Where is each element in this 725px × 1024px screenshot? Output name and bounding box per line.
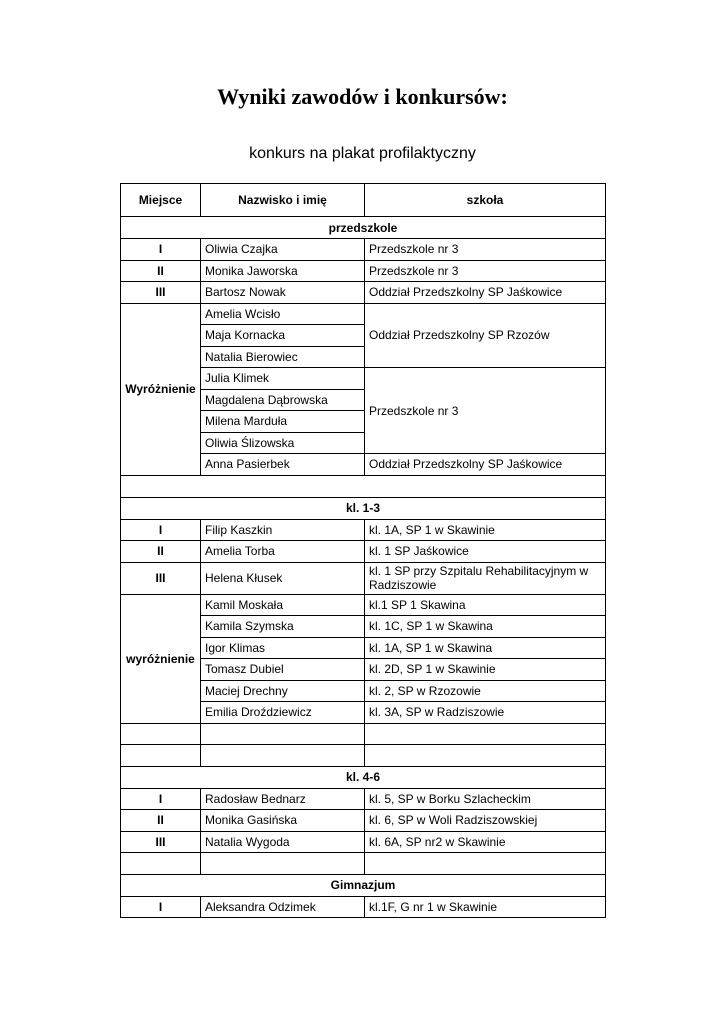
header-school: szkoła	[365, 184, 606, 217]
section-row	[121, 217, 606, 239]
name-cell: Milena Marduła	[201, 411, 365, 433]
school-cell: kl. 2, SP w Rzozowie	[365, 680, 606, 702]
table-row	[121, 541, 606, 563]
school-cell: kl. 2D, SP 1 w Skawinie	[365, 659, 606, 681]
blank-row	[121, 723, 606, 745]
school-cell: kl.1 SP 1 Skawina	[365, 594, 606, 616]
honor-place-cell: Wyróżnienie	[121, 303, 201, 475]
table-row	[121, 896, 606, 918]
blank-cell	[365, 723, 606, 745]
name-cell: Oliwia Czajka	[201, 239, 365, 261]
blank-cell	[121, 723, 201, 745]
table-row	[121, 260, 606, 282]
place-cell: III	[121, 282, 201, 304]
table-row	[121, 519, 606, 541]
school-cell: Oddział Przedszkolny SP Jaśkowice	[365, 282, 606, 304]
name-cell: Magdalena Dąbrowska	[201, 389, 365, 411]
name-cell: Maja Kornacka	[201, 325, 365, 347]
place-cell: I	[121, 788, 201, 810]
section-row	[121, 874, 606, 896]
school-cell: Przedszkole nr 3	[365, 368, 606, 454]
header-place: Miejsce	[121, 184, 201, 217]
section-row	[121, 497, 606, 519]
section-przedszkole: przedszkole	[121, 217, 606, 239]
name-cell: Oliwia Ślizowska	[201, 432, 365, 454]
school-cell: kl. 6, SP w Woli Radziszowskiej	[365, 810, 606, 832]
page-title: Wyniki zawodów i konkursów:	[217, 84, 508, 109]
honor-place-cell: wyróżnienie	[121, 594, 201, 723]
blank-cell	[121, 475, 606, 497]
place-cell: I	[121, 519, 201, 541]
blank-cell	[121, 853, 201, 875]
name-cell: Natalia Wygoda	[201, 831, 365, 853]
name-cell: Anna Pasierbek	[201, 454, 365, 476]
school-cell: Oddział Przedszkolny SP Jaśkowice	[365, 454, 606, 476]
table-row	[121, 810, 606, 832]
name-cell: Amelia Torba	[201, 541, 365, 563]
table-row	[121, 562, 606, 594]
blank-cell	[201, 723, 365, 745]
school-cell: Oddział Przedszkolny SP Rzozów	[365, 303, 606, 368]
name-cell: Bartosz Nowak	[201, 282, 365, 304]
table-row	[121, 282, 606, 304]
name-cell: Radosław Bednarz	[201, 788, 365, 810]
blank-cell	[365, 853, 606, 875]
school-cell: kl. 5, SP w Borku Szlacheckim	[365, 788, 606, 810]
school-cell: kl. 1A, SP 1 w Skawinie	[365, 519, 606, 541]
name-cell: Monika Jaworska	[201, 260, 365, 282]
name-cell: Kamila Szymska	[201, 616, 365, 638]
name-cell: Natalia Bierowiec	[201, 346, 365, 368]
name-cell: Aleksandra Odzimek	[201, 896, 365, 918]
name-cell: Kamil Moskała	[201, 594, 365, 616]
table-row	[121, 594, 606, 616]
table-row	[121, 831, 606, 853]
page-subtitle: konkurs na plakat profilaktyczny	[249, 145, 476, 162]
blank-cell	[201, 745, 365, 767]
section-gimnazjum: Gimnazjum	[121, 874, 606, 896]
blank-row	[121, 853, 606, 875]
place-cell: III	[121, 831, 201, 853]
school-cell: kl. 3A, SP w Radziszowie	[365, 702, 606, 724]
place-cell: I	[121, 896, 201, 918]
results-table	[120, 183, 606, 918]
name-cell: Maciej Drechny	[201, 680, 365, 702]
name-cell: Monika Gasińska	[201, 810, 365, 832]
school-cell: kl. 6A, SP nr2 w Skawinie	[365, 831, 606, 853]
place-cell: II	[121, 541, 201, 563]
table-row	[121, 239, 606, 261]
section-kl46: kl. 4-6	[121, 766, 606, 788]
name-cell: Julia Klimek	[201, 368, 365, 390]
place-cell: III	[121, 562, 201, 594]
blank-cell	[121, 745, 201, 767]
school-cell: kl. 1 SP przy Szpitalu Rehabilitacyjnym w Radziszowie	[365, 562, 606, 594]
name-cell: Tomasz Dubiel	[201, 659, 365, 681]
header-name: Nazwisko i imię	[201, 184, 365, 217]
name-cell: Igor Klimas	[201, 637, 365, 659]
section-row	[121, 766, 606, 788]
school-cell: Przedszkole nr 3	[365, 260, 606, 282]
place-cell: II	[121, 810, 201, 832]
table-row	[121, 788, 606, 810]
name-cell: Helena Kłusek	[201, 562, 365, 594]
blank-row	[121, 475, 606, 497]
place-cell: II	[121, 260, 201, 282]
name-cell: Amelia Wcisło	[201, 303, 365, 325]
name-cell: Filip Kaszkin	[201, 519, 365, 541]
blank-cell	[201, 853, 365, 875]
table-row	[121, 303, 606, 325]
school-cell: kl. 1A, SP 1 w Skawina	[365, 637, 606, 659]
blank-cell	[365, 745, 606, 767]
blank-row	[121, 745, 606, 767]
name-cell: Emilia Droździewicz	[201, 702, 365, 724]
school-cell: kl. 1C, SP 1 w Skawina	[365, 616, 606, 638]
school-cell: kl. 1 SP Jaśkowice	[365, 541, 606, 563]
table-header-row	[121, 184, 606, 217]
place-cell: I	[121, 239, 201, 261]
school-cell: kl.1F, G nr 1 w Skawinie	[365, 896, 606, 918]
section-kl13: kl. 1-3	[121, 497, 606, 519]
school-cell: Przedszkole nr 3	[365, 239, 606, 261]
